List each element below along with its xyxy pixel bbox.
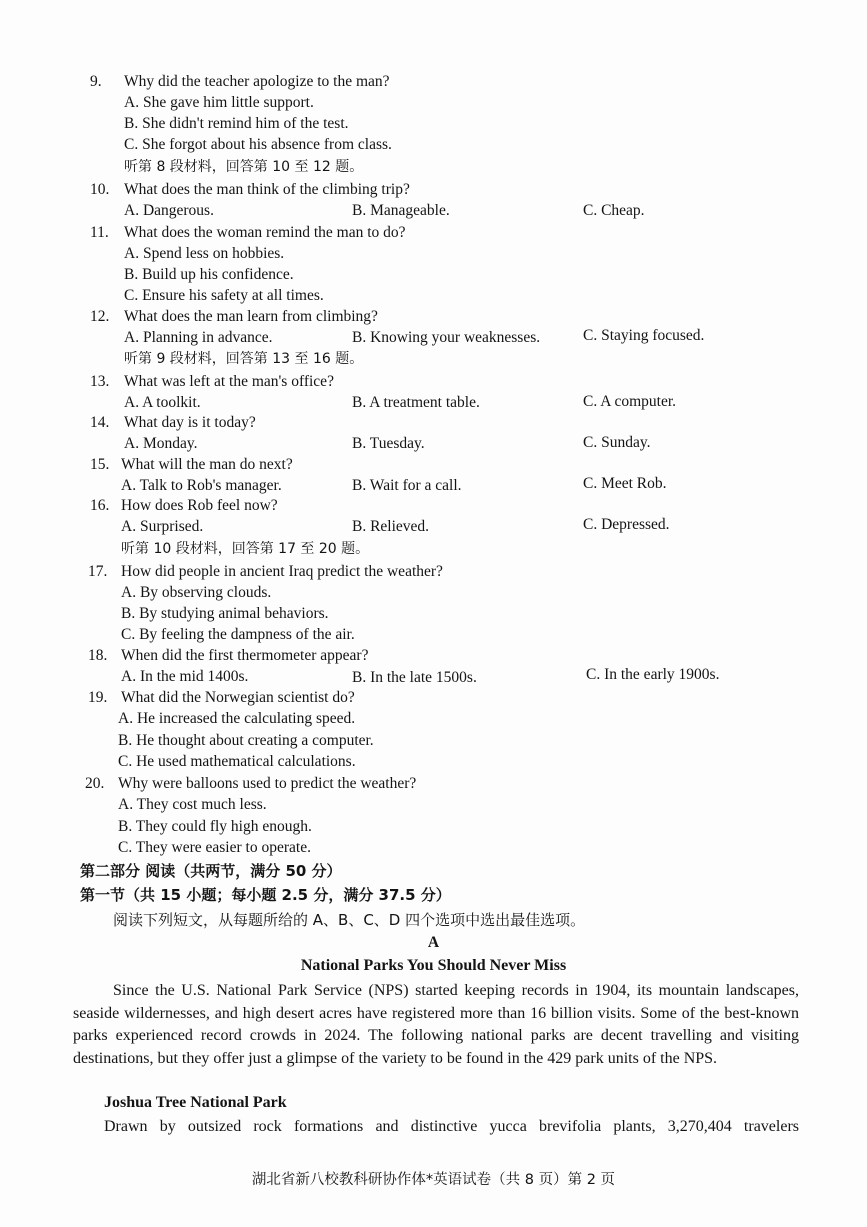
passage-paragraph-2: Drawn by outsized rock formations and distinctive yucca brevifolia plants, 3,270,404 travelers	[104, 1118, 799, 1135]
q19-number: 19.	[88, 689, 108, 706]
q14-number: 14.	[90, 414, 110, 431]
q11-number: 11.	[90, 224, 109, 241]
q14-text: What day is it today?	[124, 414, 256, 431]
q13-text: What was left at the man's office?	[124, 373, 334, 390]
q15-text: What will the man do next?	[121, 456, 293, 473]
instruction-seg10: 听第 10 段材料，回答第 17 至 20 题。	[121, 541, 370, 557]
q18-number: 18.	[88, 647, 108, 664]
q15-option-c: C. Meet Rob.	[583, 475, 667, 492]
q11-option-a: A. Spend less on hobbies.	[124, 245, 285, 262]
q12-number: 12.	[90, 308, 110, 325]
q20-number: 20.	[85, 775, 105, 792]
instruction-seg9: 听第 9 段材料，回答第 13 至 16 题。	[124, 351, 364, 367]
q10-text: What does the man think of the climbing trip?	[124, 181, 410, 198]
q10-number: 10.	[90, 181, 110, 198]
q9-option-a: A. She gave him little support.	[124, 94, 314, 111]
q19-text: What did the Norwegian scientist do?	[121, 689, 355, 706]
q14-option-a: A. Monday.	[124, 435, 198, 452]
part2-heading: 第二部分 阅读（共两节，满分 50 分）	[80, 862, 342, 880]
q16-option-b: B. Relieved.	[352, 518, 430, 535]
q16-number: 16.	[90, 497, 110, 514]
q9-text: Why did the teacher apologize to the man?	[124, 73, 390, 90]
q13-option-a: A. A toolkit.	[124, 394, 201, 411]
q12-option-a: A. Planning in advance.	[124, 329, 273, 346]
q17-option-b: B. By studying animal behaviors.	[121, 605, 329, 622]
q15-option-a: A. Talk to Rob's manager.	[121, 477, 282, 494]
q13-number: 13.	[90, 373, 110, 390]
q16-option-a: A. Surprised.	[121, 518, 204, 535]
q10-option-c: C. Cheap.	[583, 202, 645, 219]
q12-option-c: C. Staying focused.	[583, 327, 705, 344]
q19-option-b: B. He thought about creating a computer.	[118, 732, 374, 749]
passage-paragraph-1: Since the U.S. National Park Service (NPS) started keeping records in 1904, its mountain landscapes, seaside wildernesses, and high desert acres have registered more than 16 billion visits. Some of the best-known parks experienced record crowds in 2024. The following national parks are decent travelling and visiting destinations, but they offer just a glimpse of the variety to be found in the 429 park units of the NPS.	[73, 982, 799, 1067]
q9-option-c: C. She forgot about his absence from class.	[124, 136, 392, 153]
q13-option-b: B. A treatment table.	[352, 394, 480, 411]
q18-option-c: C. In the early 1900s.	[586, 666, 720, 683]
q19-option-a: A. He increased the calculating speed.	[118, 710, 356, 727]
q9-number: 9.	[90, 73, 102, 90]
q20-text: Why were balloons used to predict the weather?	[118, 775, 417, 792]
q9-option-b: B. She didn't remind him of the test.	[124, 115, 349, 132]
q17-option-a: A. By observing clouds.	[121, 584, 272, 601]
q15-number: 15.	[90, 456, 110, 473]
park-subheading: Joshua Tree National Park	[104, 1094, 287, 1111]
q11-option-b: B. Build up his confidence.	[124, 266, 294, 283]
q13-option-c: C. A computer.	[583, 393, 676, 410]
passage-title: National Parks You Should Never Miss	[300, 957, 567, 974]
q20-option-c: C. They were easier to operate.	[118, 839, 311, 856]
q17-option-c: C. By feeling the dampness of the air.	[121, 626, 355, 643]
passage-letter: A	[427, 934, 440, 951]
q20-option-b: B. They could fly high enough.	[118, 818, 312, 835]
q14-option-b: B. Tuesday.	[352, 435, 425, 452]
q16-text: How does Rob feel now?	[121, 497, 278, 514]
q14-option-c: C. Sunday.	[583, 434, 651, 451]
q16-option-c: C. Depressed.	[583, 516, 670, 533]
q11-text: What does the woman remind the man to do?	[124, 224, 406, 241]
q17-text: How did people in ancient Iraq predict the weather?	[121, 563, 443, 580]
reading-direction: 阅读下列短文，从每题所给的 A、B、C、D 四个选项中选出最佳选项。	[113, 911, 586, 929]
q18-option-a: A. In the mid 1400s.	[121, 668, 249, 685]
q20-option-a: A. They cost much less.	[118, 796, 267, 813]
q18-option-b: B. In the late 1500s.	[352, 669, 477, 686]
q10-option-a: A. Dangerous.	[124, 202, 214, 219]
q15-option-b: B. Wait for a call.	[352, 477, 462, 494]
q19-option-c: C. He used mathematical calculations.	[118, 753, 356, 770]
section1-heading: 第一节（共 15 小题；每小题 2.5 分，满分 37.5 分）	[80, 886, 451, 904]
q11-option-c: C. Ensure his safety at all times.	[124, 287, 324, 304]
instruction-seg8: 听第 8 段材料，回答第 10 至 12 题。	[124, 159, 364, 175]
q17-number: 17.	[88, 563, 108, 580]
q12-text: What does the man learn from climbing?	[124, 308, 378, 325]
q10-option-b: B. Manageable.	[352, 202, 450, 219]
q12-option-b: B. Knowing your weaknesses.	[352, 329, 541, 346]
page-footer: 湖北省新八校教科研协作体*英语试卷（共 8 页）第 2 页	[251, 1172, 616, 1188]
q18-text: When did the first thermometer appear?	[121, 647, 369, 664]
